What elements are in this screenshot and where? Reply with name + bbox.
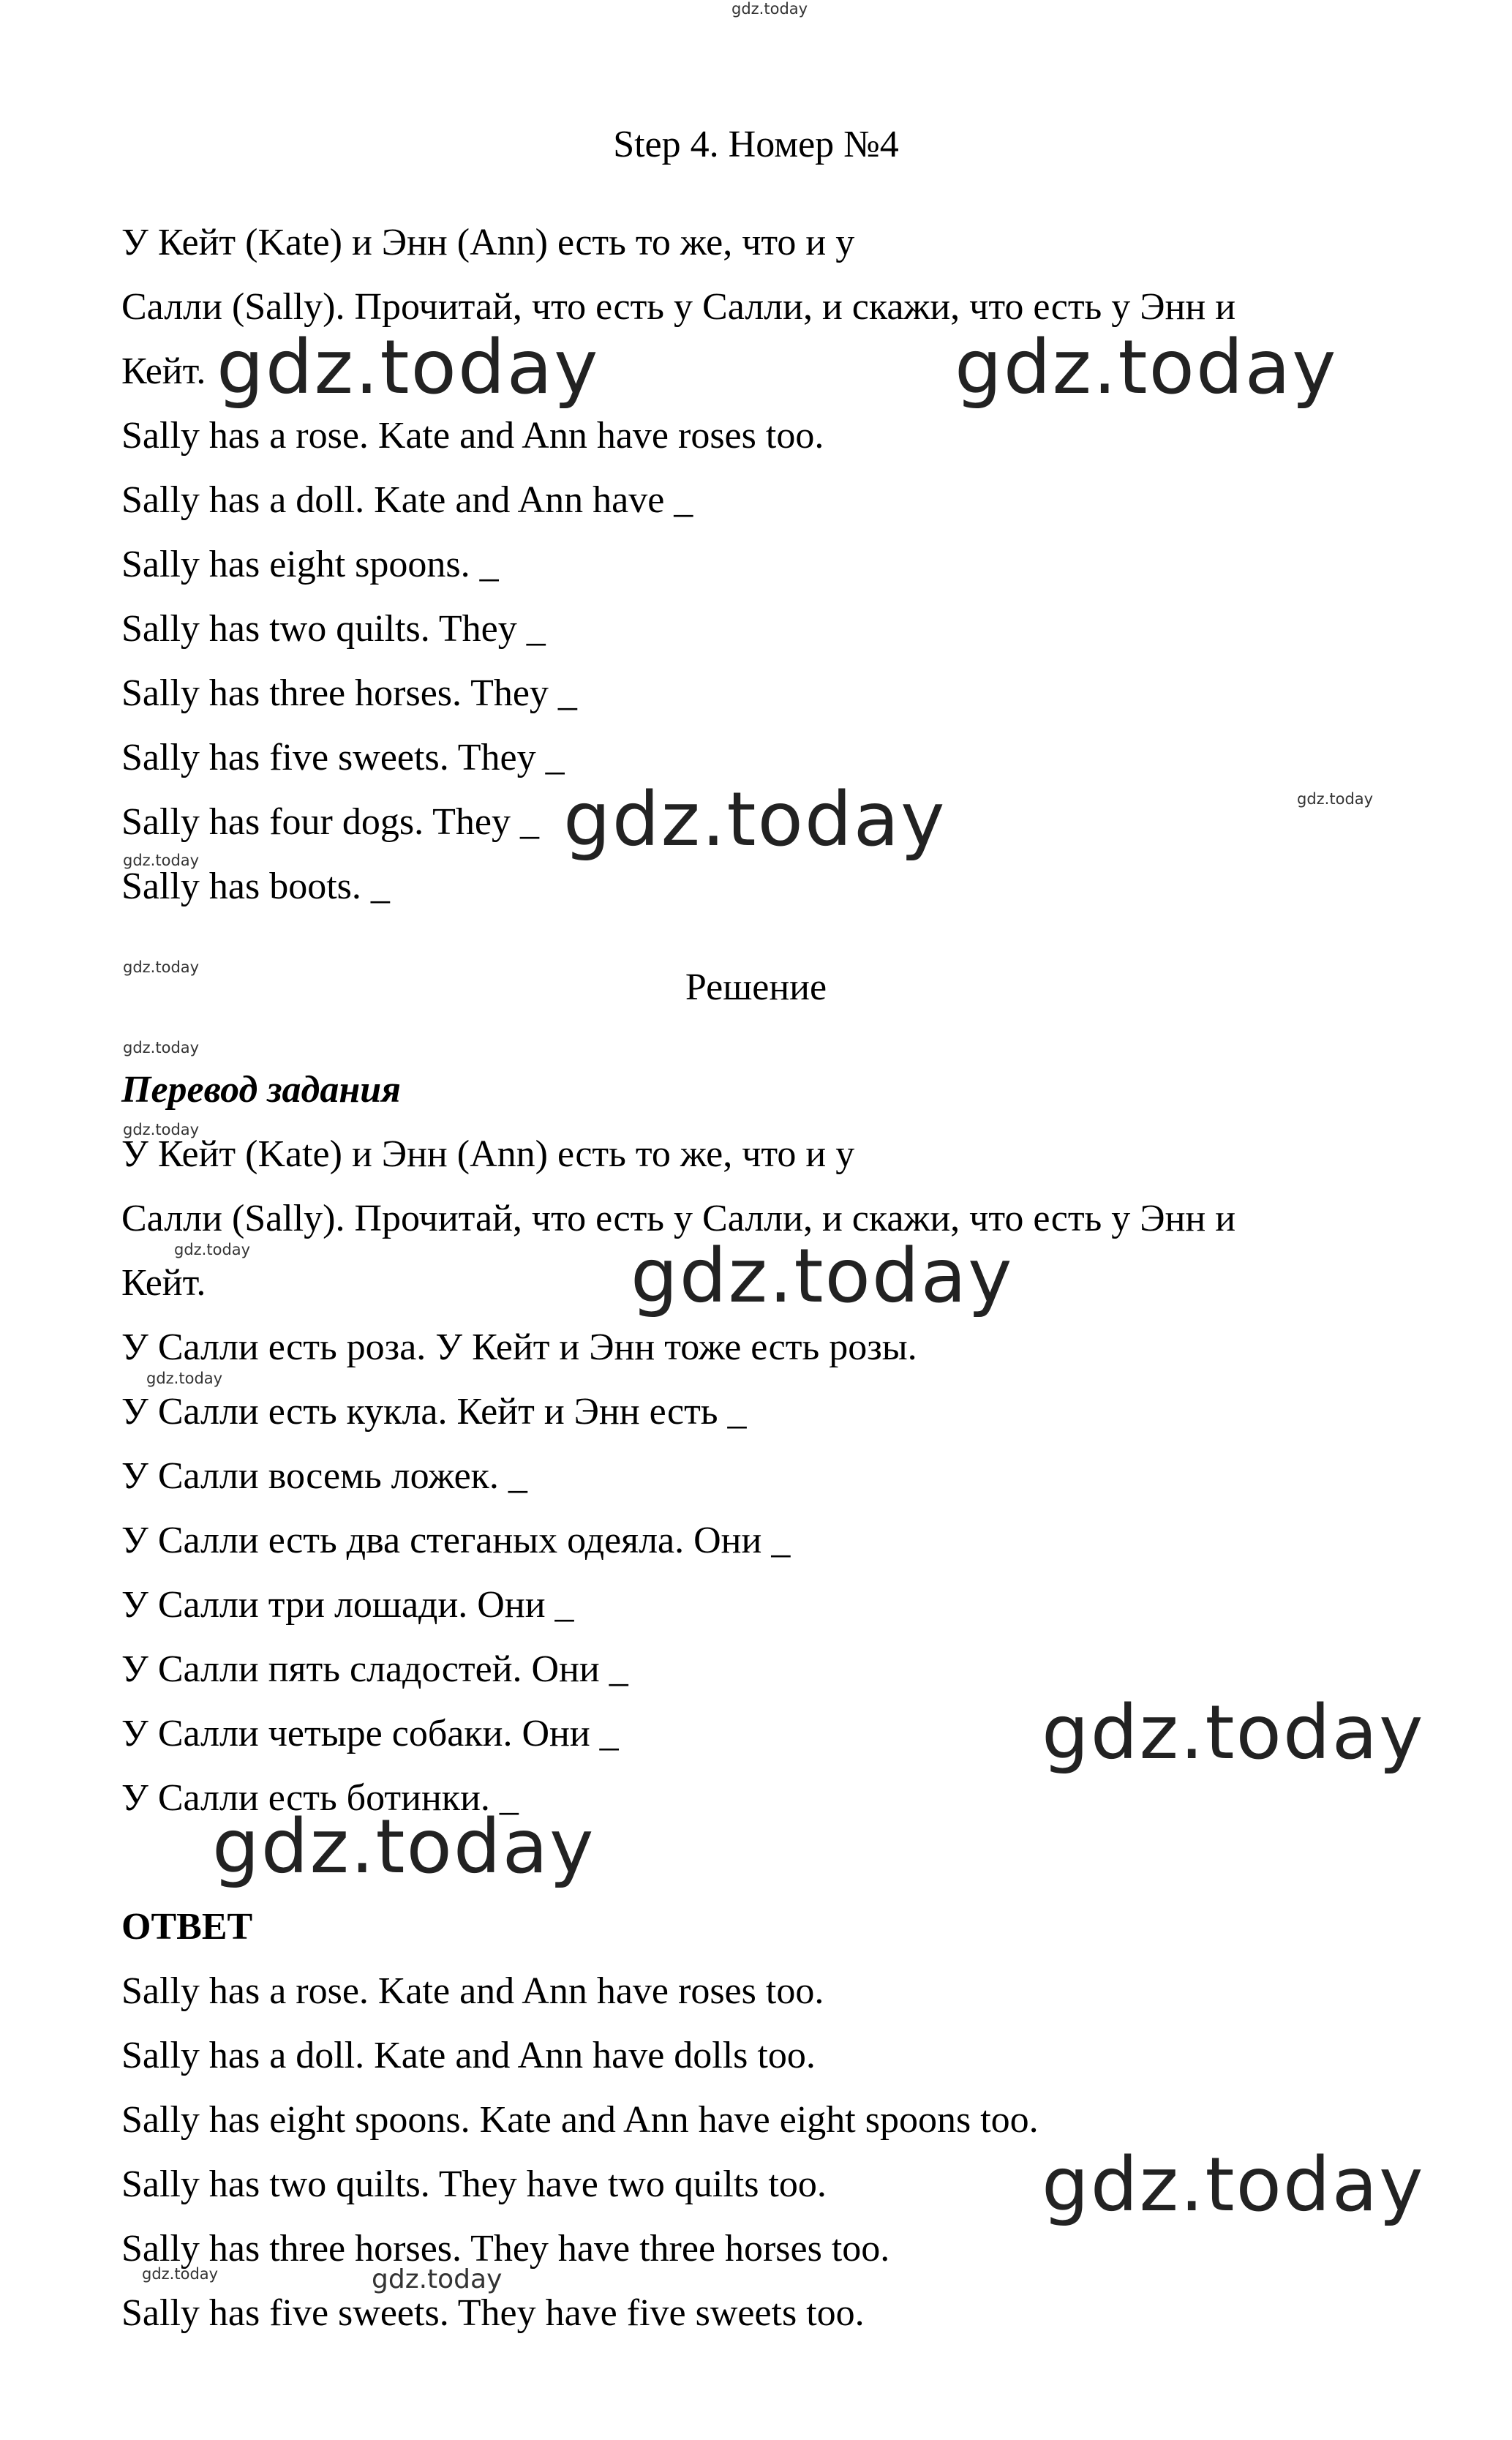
translation-heading: Перевод задания xyxy=(121,1069,401,1111)
task-line: Sally has a rose. Kate and Ann have roses too. xyxy=(121,415,824,457)
watermark: gdz.today xyxy=(631,1233,1014,1320)
translation-line: Салли (Sally). Прочитай, что есть у Салли, и скажи, что есть у Энн и xyxy=(121,1198,1236,1239)
answer-line: Sally has a doll. Kate and Ann have dolls too. xyxy=(121,2035,816,2076)
translation-line: Кейт. xyxy=(121,1262,206,1304)
translation-line: У Салли пять сладостей. Они _ xyxy=(121,1648,628,1690)
translation-line: У Салли четыре собаки. Они _ xyxy=(121,1713,619,1754)
answer-line: Sally has two quilts. They have two quilts too. xyxy=(121,2163,827,2205)
translation-line: У Салли восемь ложек. _ xyxy=(121,1455,527,1497)
watermark: gdz.today xyxy=(174,1241,251,1258)
watermark: gdz.today xyxy=(123,852,200,869)
watermark: gdz.today xyxy=(731,0,808,18)
solution-heading: Решение xyxy=(685,966,827,1008)
task-line: Салли (Sally). Прочитай, что есть у Салли, и скажи, что есть у Энн и xyxy=(121,286,1236,328)
task-line: Sally has five sweets. They _ xyxy=(121,737,565,778)
task-line: Sally has four dogs. They _ xyxy=(121,801,539,843)
translation-line: У Кейт (Kate) и Энн (Ann) есть то же, что и у xyxy=(121,1133,855,1175)
answer-heading: ОТВЕТ xyxy=(121,1906,253,1948)
watermark: gdz.today xyxy=(1042,1689,1425,1776)
watermark: gdz.today xyxy=(123,1039,200,1056)
task-line: Sally has boots. _ xyxy=(121,866,390,907)
translation-line: У Салли есть ботинки. _ xyxy=(121,1777,519,1819)
task-line: Sally has two quilts. They _ xyxy=(121,608,546,650)
watermark: gdz.today xyxy=(142,2265,219,2283)
watermark: gdz.today xyxy=(1042,2141,1425,2229)
answer-line: Sally has a rose. Kate and Ann have roses too. xyxy=(121,1970,824,2012)
answer-line: Sally has five sweets. They have five sweets too. xyxy=(121,2292,865,2334)
translation-line: У Салли три лошади. Они _ xyxy=(121,1584,574,1626)
watermark: gdz.today xyxy=(372,2264,503,2294)
page-title: Step 4. Номер №4 xyxy=(613,124,899,165)
watermark: gdz.today xyxy=(123,1121,200,1138)
answer-line: Sally has eight spoons. Kate and Ann have eight spoons too. xyxy=(121,2099,1039,2141)
watermark: gdz.today xyxy=(217,324,600,411)
translation-line: У Салли есть два стеганых одеяла. Они _ xyxy=(121,1520,791,1561)
watermark: gdz.today xyxy=(212,1803,595,1891)
watermark: gdz.today xyxy=(563,776,947,863)
watermark: gdz.today xyxy=(955,324,1338,411)
task-line: Sally has three horses. They _ xyxy=(121,672,577,714)
translation-line: У Салли есть кукла. Кейт и Энн есть _ xyxy=(121,1391,747,1433)
task-line: Кейт. xyxy=(121,350,206,392)
translation-line: У Салли есть роза. У Кейт и Энн тоже есть розы. xyxy=(121,1326,917,1368)
task-line: У Кейт (Kate) и Энн (Ann) есть то же, что и у xyxy=(121,222,855,263)
watermark: gdz.today xyxy=(123,958,200,976)
watermark: gdz.today xyxy=(1297,790,1374,808)
answer-line: Sally has three horses. They have three horses too. xyxy=(121,2228,890,2270)
task-line: Sally has eight spoons. _ xyxy=(121,544,499,585)
watermark: gdz.today xyxy=(146,1370,223,1387)
task-line: Sally has a doll. Kate and Ann have _ xyxy=(121,479,693,521)
